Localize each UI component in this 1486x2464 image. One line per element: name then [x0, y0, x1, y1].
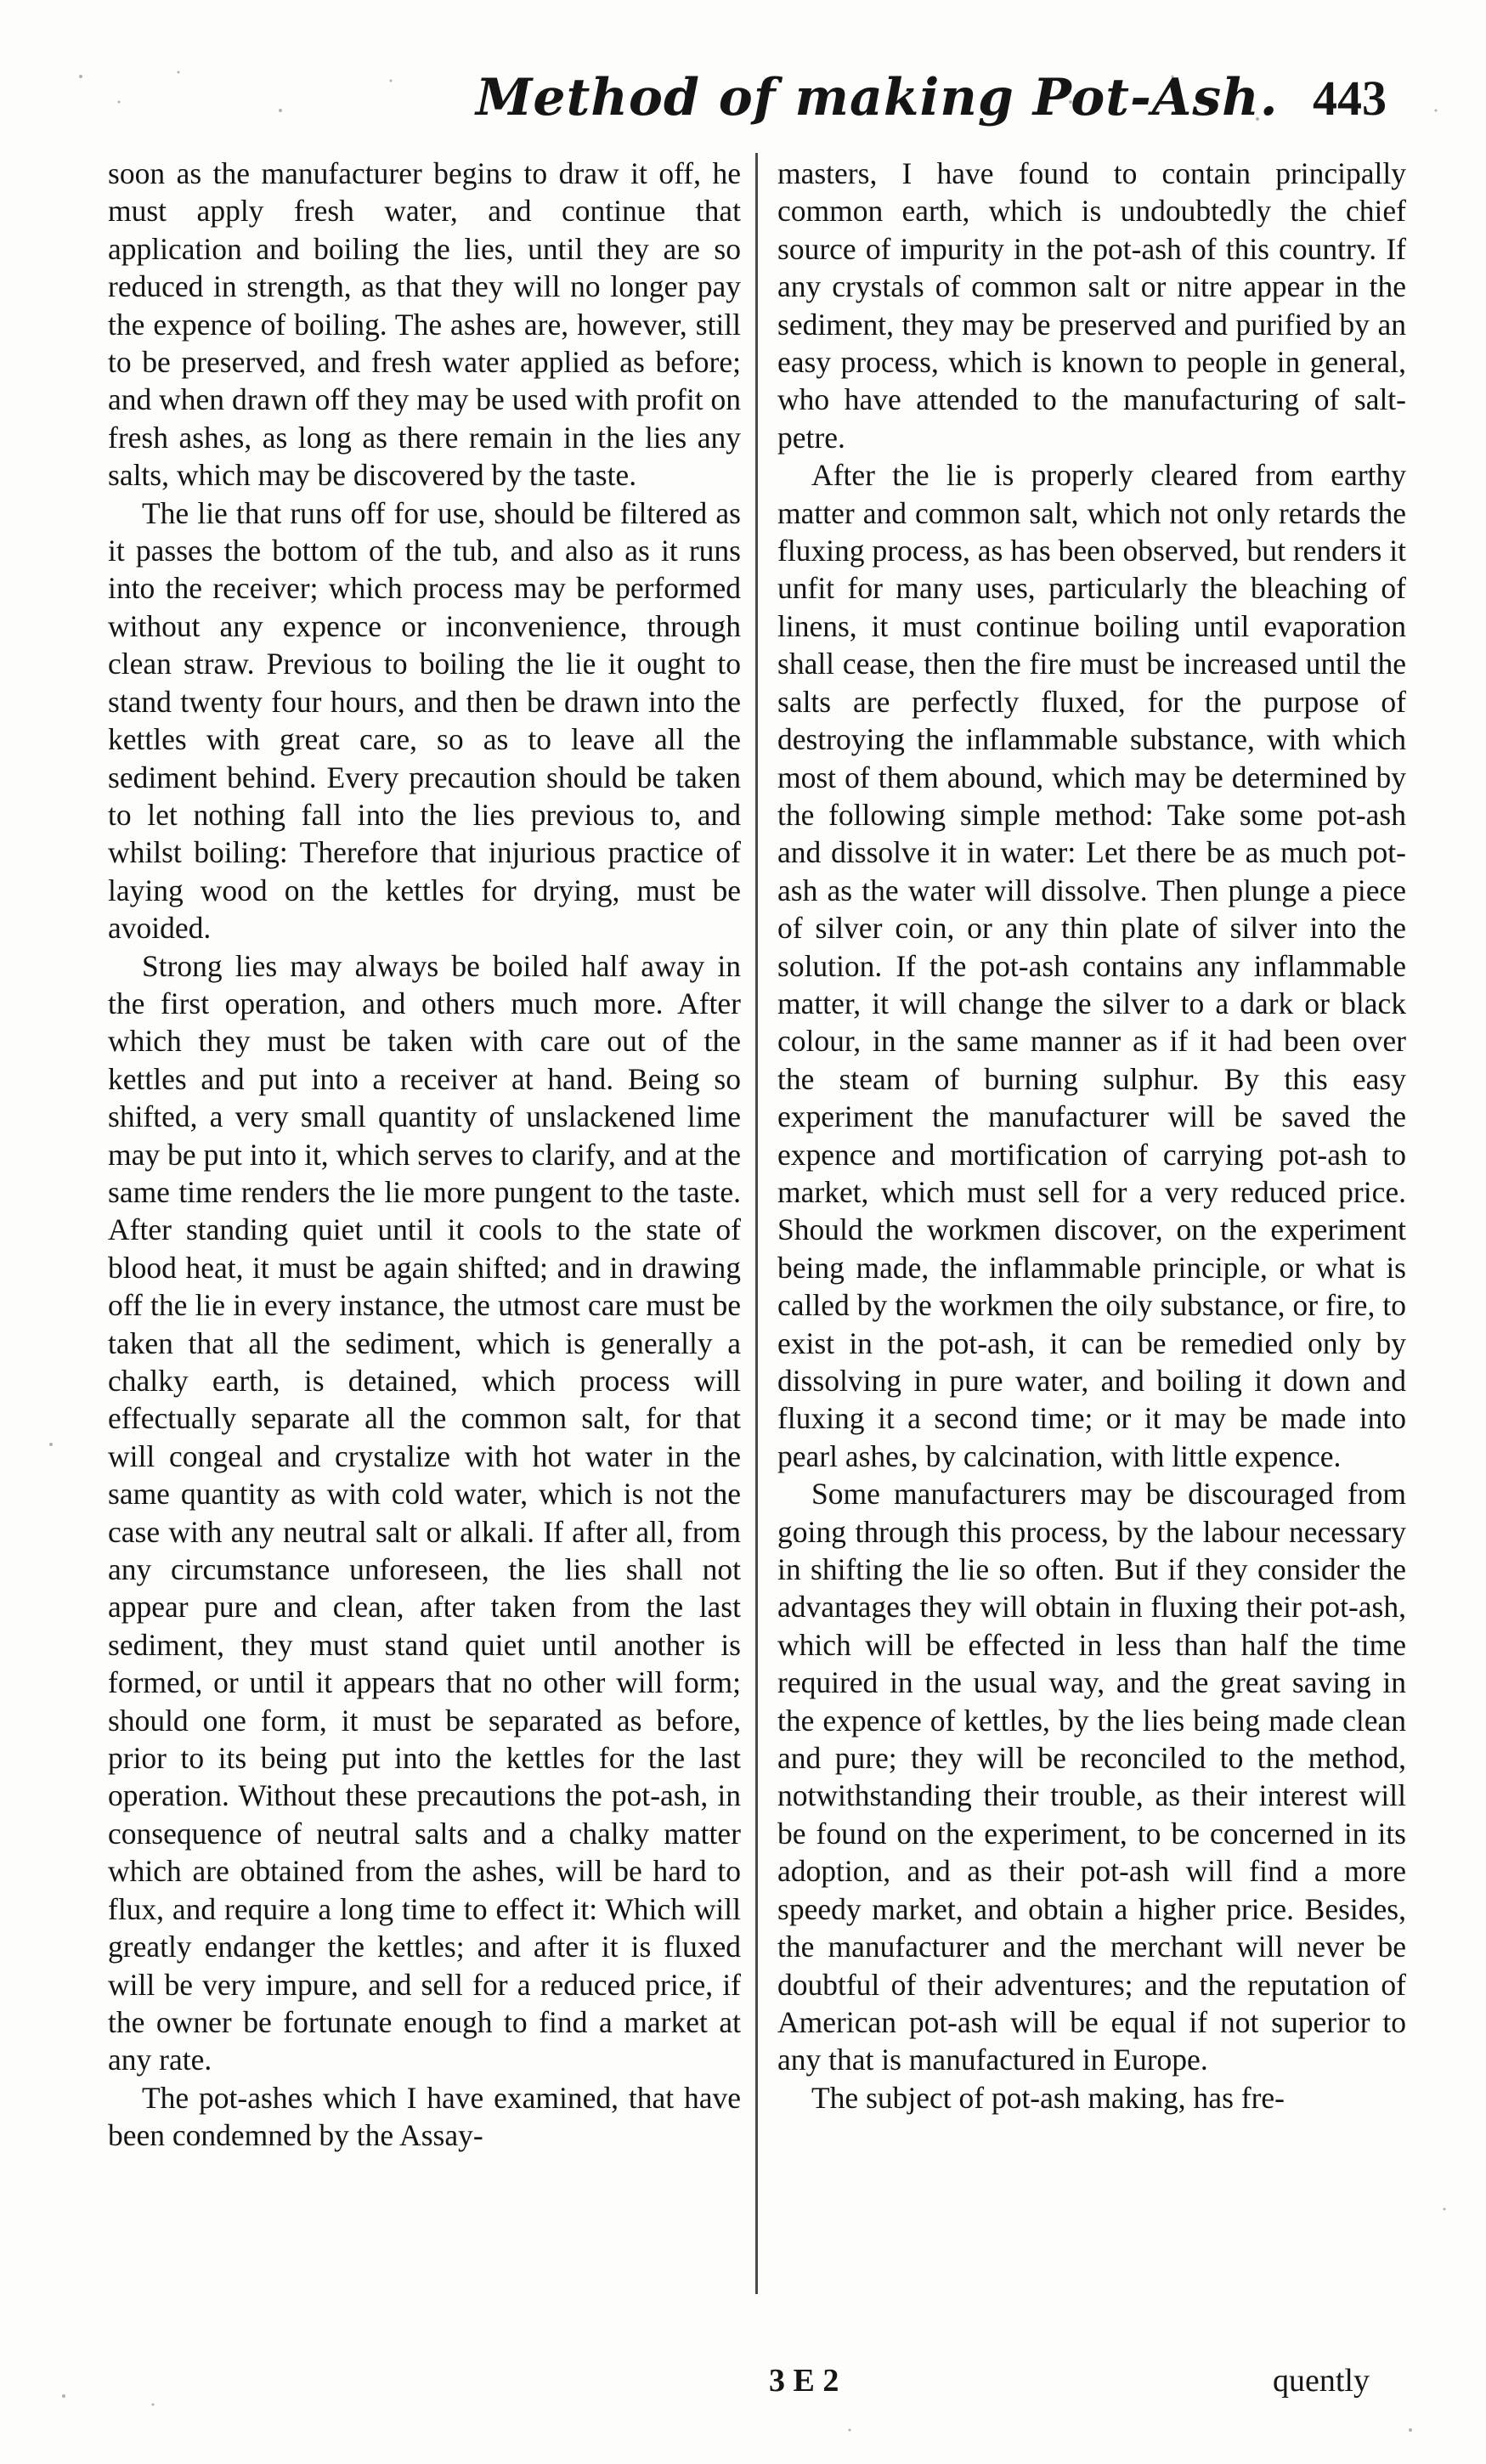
paragraph: Strong lies may always be boiled half away in the first operation, and others much more. After which they must be taken with care out of the kettles and put into a receiver at hand. Being so shifted, a very small quantity of unslackened lime may be put into it, which serves to clarify, and at the same time renders the lie more pungent to the taste. After standing quiet until it cools to the state of blood heat, it must be again shifted; and in drawing off the lie in every instance, the utmost care must be taken that all the sediment, which is generally a chalky earth, is detained, which process will effectually separate all the common salt, for that will congeal and crystalize with hot water in the same quantity as with cold water, which is not the case with any neutral salt or alkali. If after all, from any circumstance unforeseen, the lies shall not appear pure and clean, after taken from the last sediment, they must stand quiet until another is formed, or until it appears that no other will form; should one form, it must be separated as before, prior to its being put into the kettles for the last operation. Without these precautions the pot-ash, in consequence of neutral salts and a chalky matter which are obtained from the ashes, will be hard to flux, and require a long time to effect it: Which will greatly endanger the kettles; and after it is fluxed will be very impure, and sell for a reduced price, if the owner be fortunate enough to find a market at any rate. [108, 948, 741, 2077]
paragraph: The lie that runs off for use, should be filtered as it passes the bottom of the tub, and also as it runs into the receiver; which process may be performed without any expence or inconvenience, through clean straw. Previous to boiling the lie it ought to stand twenty four hours, and then be drawn into the kettles with great care, so as to leave all the sediment behind. Every precaution should be taken to let nothing fall into the lies previous to, and whilst boiling: Therefore that injurious practice of laying wood on the kettles for drying, must be avoided. [108, 495, 741, 946]
paragraph: soon as the manufacturer begins to draw it off, he must apply fresh water, and continue that application and boiling the lies, until they are so reduced in strength, as that they will no longer pay the expence of boiling. The ashes are, however, still to be preserved, and fresh water applied as before; and when drawn off they may be used with profit on fresh ashes, as long as there remain in the lies any salts, which may be discovered by the taste. [108, 156, 741, 493]
catchword: quently [1273, 2363, 1370, 2399]
running-head [0, 68, 1486, 144]
paragraph: The pot-ashes which I have examined, that have been condemned by the Assay- [108, 2080, 741, 2153]
running-title: Method of making Pot-Ash. [476, 68, 1279, 127]
paragraph: The subject of pot-ash making, has fre- [811, 2080, 1285, 2115]
page-number: 443 [1313, 71, 1387, 126]
signature-mark: 3 E 2 [769, 2363, 839, 2399]
right-column [777, 155, 1406, 2116]
column-divider [755, 153, 758, 2294]
paragraph: Some manufacturers may be discouraged from going through this process, by the labour necessary in shifting the lie so often. But if they consider the advantages they will obtain in fluxing their pot-ash, which will be effected in less than half the time required in the usual way, and the great saving in the expence of kettles, by the lies being made clean and pure; they will be reconciled to the method, notwithstanding their trouble, as their interest will be found on the experiment, to be concerned in its adoption, and as their pot-ash will find a more speedy market, and obtain a higher price. Besides, the manufacturer and the merchant will never be doubtful of their adventures; and the reputation of American pot-ash will be equal if not superior to any that is manufactured in Europe. [777, 1477, 1406, 2077]
paragraph: After the lie is properly cleared from earthy matter and common salt, which not only retards the fluxing process, as has been observed, but renders it unfit for many uses, particularly the bleaching of linens, it must continue boiling until evaporation shall cease, then the fire must be increased until the salts are perfectly fluxed, for the purpose of destroying the inflammable substance, with which most of them abound, which may be determined by the following simple method: Take some pot-ash and dissolve it in water: Let there be as much pot-ash as the water will dissolve. Then plunge a piece of silver coin, or any thin plate of silver into the solution. If the pot-ash contains any inflammable matter, it will change the silver to a dark or black colour, in the same manner as if it had been over the steam of burning sulphur. By this easy experiment the manufacturer will be saved the expence and mortification of carrying pot-ash to market, which must sell for a very reduced price. Should the workmen discover, on the experiment being made, the inflammable principle, or what is called by the workmen the oily substance, or fire, to exist in the pot-ash, it can be remedied only by dissolving in pure water, and boiling it down and fluxing it a second time; or it may be made into pearl ashes, by calcination, with little expence. [777, 458, 1406, 1473]
left-column [108, 155, 741, 2155]
paragraph: masters, I have found to contain principally common earth, which is undoubtedly the chief source of impurity in the pot-ash of this country. If any crystals of common salt or nitre appear in the sediment, they may be preserved and purified by an easy process, which is known to people in general, who have attended to the manufacturing of salt-petre. [777, 156, 1406, 455]
